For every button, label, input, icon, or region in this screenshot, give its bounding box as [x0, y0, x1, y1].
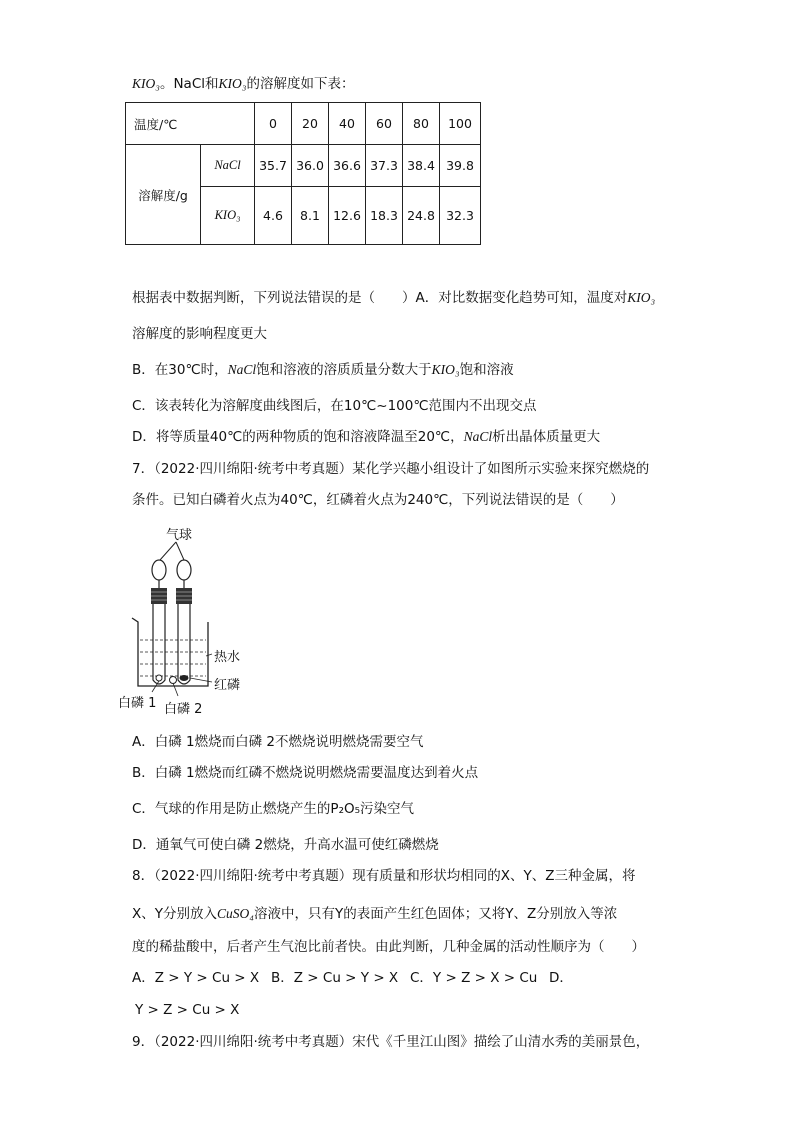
formula-kio3: KIO₃ [627, 290, 656, 305]
q6-option-d [132, 427, 600, 447]
table-cell: 4.6 [255, 187, 292, 245]
table-cell: 100 [440, 103, 481, 145]
table-cell: 37.3 [366, 145, 403, 187]
test-tube-icon [153, 604, 165, 684]
q7-option-b: B．白磷 1燃烧而红磷不燃烧说明燃烧需要温度达到着火点 [132, 765, 479, 781]
table-cell: 36.6 [329, 145, 366, 187]
table-cell: 60 [366, 103, 403, 145]
label-balloon: 气球 [166, 528, 193, 543]
table-cell: 0 [255, 103, 292, 145]
q8-option-d: Y > Z > Cu > X [135, 1002, 240, 1018]
white-phosphorus-icon [156, 675, 162, 681]
formula-nacl: NaCl [463, 429, 493, 444]
table-cell: 80 [403, 103, 440, 145]
label-red-phosphorus: 红磷 [214, 678, 241, 693]
formula-kio3: KIO₃ [132, 76, 160, 91]
formula-nacl: NaCl [227, 362, 257, 377]
q7-line-2: 条件。已知白磷着火点为40℃，红磷着火点为240℃，下列说法错误的是（ ） [132, 492, 624, 508]
q7-option-a: A．白磷 1燃烧而白磷 2不燃烧说明燃烧需要空气 [132, 734, 424, 750]
table-row [126, 103, 481, 145]
row-name-kio3: KIO₃ [201, 187, 255, 245]
q8-line-2 [132, 904, 617, 924]
table-row [126, 145, 481, 187]
test-tube-icon [178, 604, 190, 684]
formula-kio3: KIO₃ [218, 76, 247, 91]
label-hot-water: 热水 [214, 650, 241, 665]
white-phosphorus-icon [170, 677, 177, 684]
q8-options [132, 968, 573, 988]
q6-optd-text: 析出晶体质量更大 [492, 429, 601, 445]
q7-option-c: C．气球的作用是防止燃烧产生的P₂O₅污染空气 [132, 801, 415, 817]
intro-text: 。NaCl和 [159, 76, 219, 92]
q8-option-b: B．Z > Cu > Y > X [271, 970, 399, 986]
q8-option-c: C．Y > Z > X > Cu [410, 970, 538, 986]
table-cell: 24.8 [403, 187, 440, 245]
table-cell: 18.3 [366, 187, 403, 245]
table-cell: 39.8 [440, 145, 481, 187]
q6-optb-text: 饱和溶液的溶质质量分数大于 [256, 362, 432, 378]
balloon-icon [152, 560, 166, 580]
table-cell: 8.1 [292, 187, 329, 245]
q8-text: X、Y分别放入 [132, 906, 217, 922]
q8-option-d-label: D． [549, 970, 573, 986]
table-cell: 32.3 [440, 187, 481, 245]
table-cell: 38.4 [403, 145, 440, 187]
q7-line-1: 7．（2022·四川绵阳·统考中考真题）某化学兴趣小组设计了如图所示实验来探究燃烧的 [132, 461, 650, 477]
table-cell: 35.7 [255, 145, 292, 187]
table-cell: 36.0 [292, 145, 329, 187]
solubility-table [125, 102, 481, 245]
q6-option-b [132, 360, 514, 380]
formula-cuso4: CuSO₄ [217, 906, 254, 921]
q6-optb-text: B．在30℃时， [132, 362, 228, 378]
balloon-icon [177, 560, 191, 580]
q8-line-1: 8．（2022·四川绵阳·统考中考真题）现有质量和形状均相同的X、Y、Z三种金属，将 [132, 868, 636, 884]
q6-option-a-cont: 溶解度的影响程度更大 [132, 326, 267, 342]
q6-option-c: C．该表转化为溶解度曲线图后，在10℃~100℃范围内不出现交点 [132, 398, 537, 414]
experiment-figure [118, 520, 258, 720]
label-white-phosphorus-1: 白磷 1 [118, 696, 157, 711]
q9-line-1: 9．（2022·四川绵阳·统考中考真题）宋代《千里江山图》描绘了山清水秀的美丽景色， [132, 1034, 650, 1050]
intro-suffix: 的溶解度如下表： [246, 76, 355, 92]
q8-line-3: 度的稀盐酸中，后者产生气泡比前者快。由此判断，几种金属的活动性顺序为（ ） [132, 939, 645, 955]
q7-option-d: D．通氧气可使白磷 2燃烧，升高水温可使红磷燃烧 [132, 837, 439, 853]
intro-line [132, 72, 354, 92]
table-cell: 12.6 [329, 187, 366, 245]
q8-option-a: A．Z > Y > Cu > X [132, 970, 260, 986]
q6-stem-text: 根据表中数据判断，下列说法错误的是（ ）A．对比数据变化趋势可知，温度对 [132, 290, 628, 306]
temp-header: 温度/℃ [126, 103, 255, 145]
formula-kio3: KIO₃ [431, 362, 460, 377]
row-name-nacl: NaCl [201, 145, 255, 187]
table-cell: 40 [329, 103, 366, 145]
q8-text: 溶液中，只有Y的表面产生红色固体；又将Y、Z分别放入等浓 [253, 906, 618, 922]
table-cell: 20 [292, 103, 329, 145]
label-white-phosphorus-2: 白磷 2 [164, 702, 203, 717]
q6-stem [132, 288, 655, 308]
solubility-header: 溶解度/g [126, 145, 201, 245]
q6-optd-text: D．将等质量40℃的两种物质的饱和溶液降温至20℃， [132, 429, 464, 445]
q6-optb-text: 饱和溶液 [459, 362, 514, 378]
red-phosphorus-icon [180, 675, 189, 681]
